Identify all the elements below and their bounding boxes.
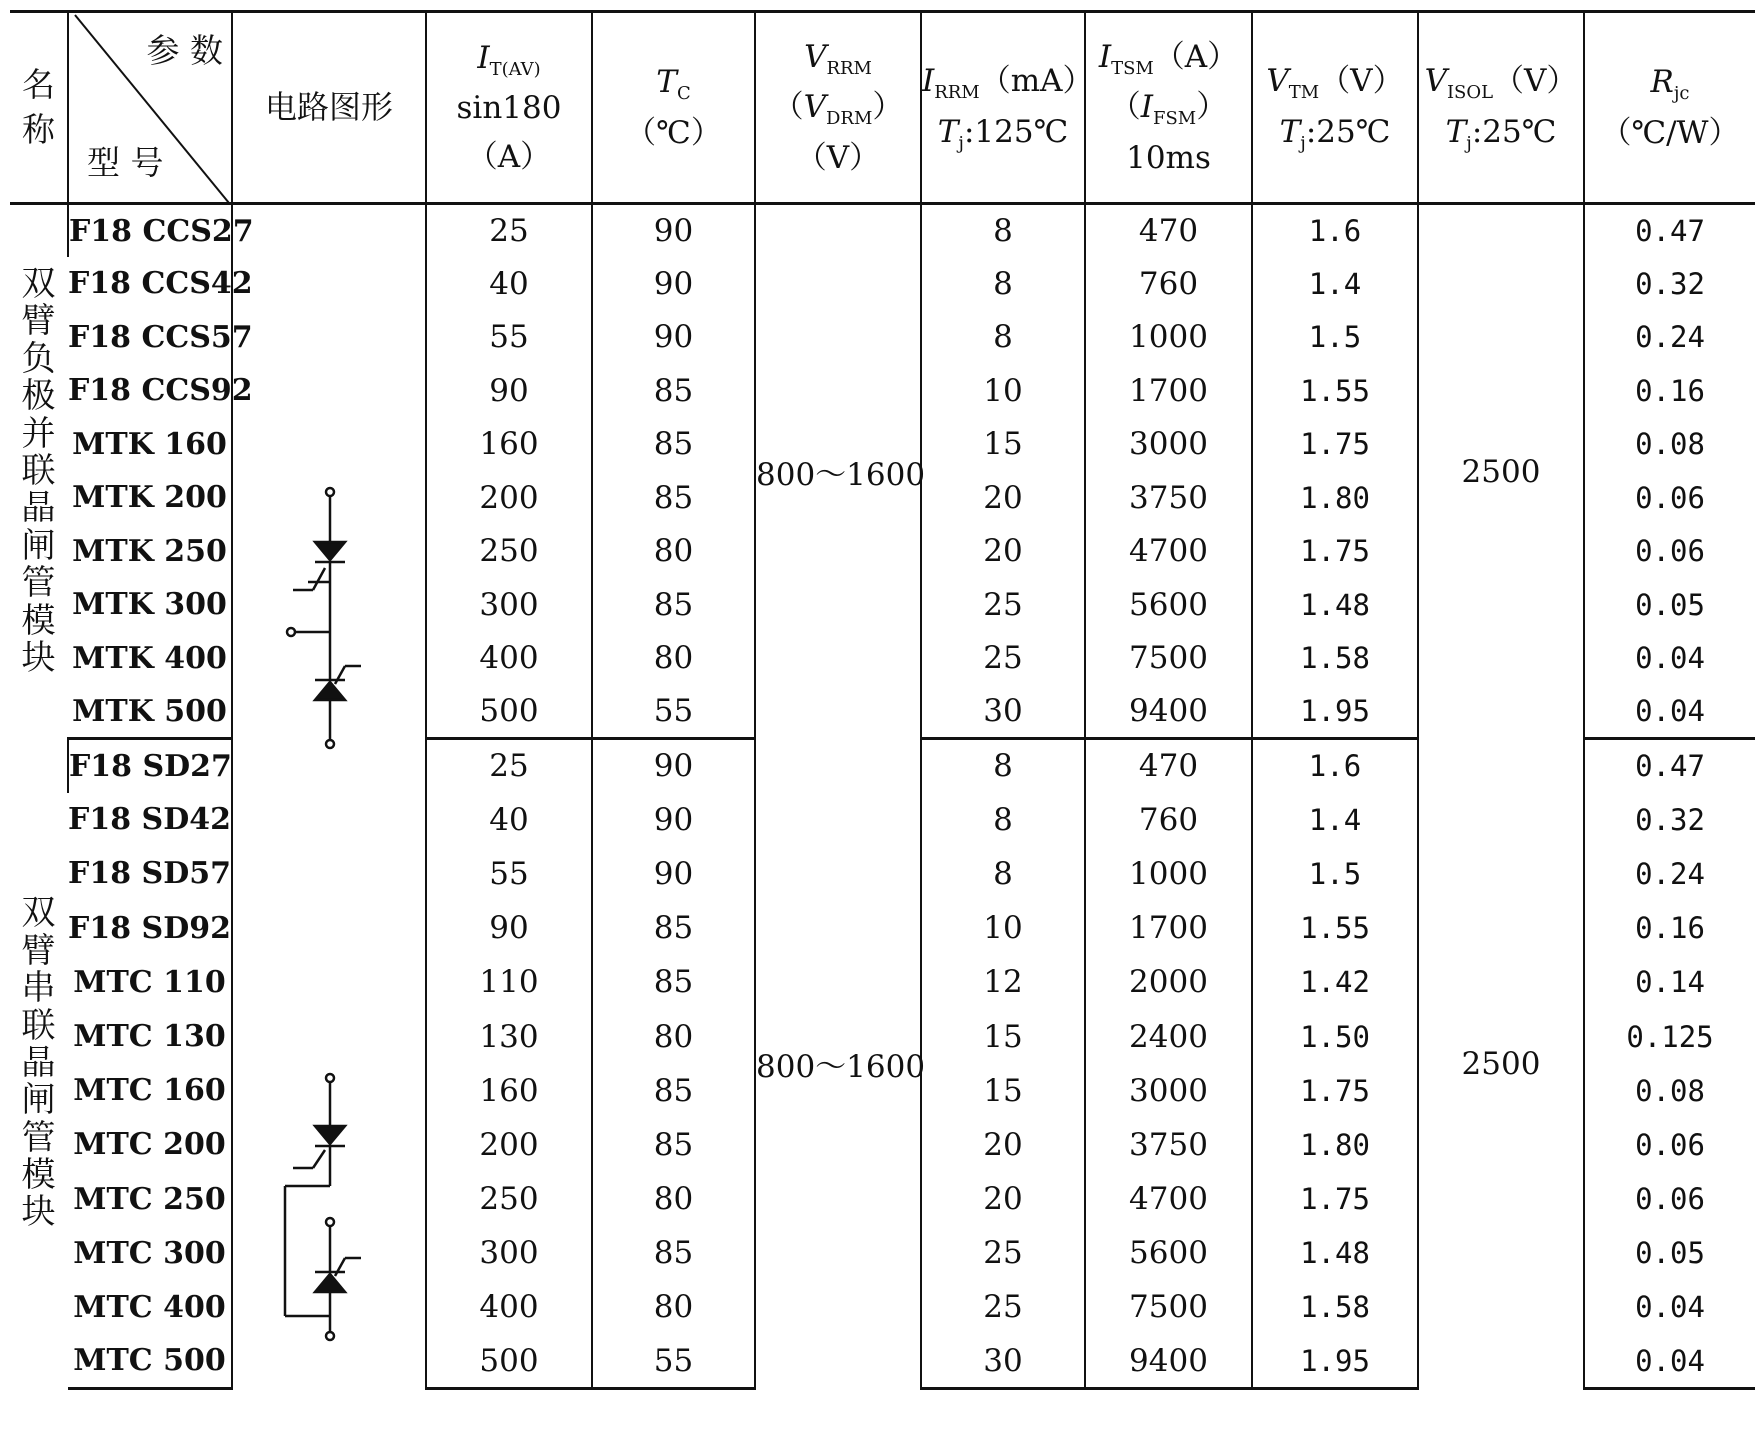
irrm-cell: 15 xyxy=(921,1009,1085,1063)
vtm-cell: 1.48 xyxy=(1252,578,1418,632)
group-parallel-thyristor xyxy=(10,204,1755,739)
rjc-cell: 0.04 xyxy=(1584,632,1755,686)
irrm-cell: 25 xyxy=(921,1280,1085,1334)
tc-cell: 55 xyxy=(592,685,755,739)
header-irrm: $I_{RRM}(mA)$ $T_j:125℃$ xyxy=(921,12,1085,204)
model-cell: F18 SD27 xyxy=(68,739,232,793)
model-cell: F18 CCS92 xyxy=(68,373,253,409)
vtm-cell: 1.55 xyxy=(1252,364,1418,418)
itsm-cell: 1000 xyxy=(1085,311,1252,365)
itsm-cell: 3000 xyxy=(1085,418,1252,472)
tc-cell: 90 xyxy=(592,793,755,847)
group-name: 双臂串联晶闸管模块 xyxy=(21,893,56,1233)
itsm-cell: 5600 xyxy=(1085,1226,1252,1280)
irrm-cell: 8 xyxy=(921,257,1085,311)
rjc-cell: 0.16 xyxy=(1584,901,1755,955)
tc-cell: 85 xyxy=(592,955,755,1009)
rjc-cell: 0.06 xyxy=(1584,1118,1755,1172)
vtm-cell: 1.42 xyxy=(1252,955,1418,1009)
itsm-cell: 1700 xyxy=(1085,901,1252,955)
table-header xyxy=(10,12,1755,204)
model-cell: F18 CCS42 xyxy=(68,266,253,302)
vtm-cell: 1.6 xyxy=(1252,204,1418,258)
irrm-cell: 8 xyxy=(921,847,1085,901)
vtm-cell: 1.58 xyxy=(1252,632,1418,686)
vtm-cell: 1.75 xyxy=(1252,418,1418,472)
irrm-cell: 8 xyxy=(921,311,1085,365)
model-cell: F18 SD92 xyxy=(68,910,231,946)
model-cell: MTK 200 xyxy=(72,480,227,516)
irrm-cell: 30 xyxy=(921,1335,1085,1389)
tc-cell: 90 xyxy=(592,204,755,258)
vtm-cell: 1.50 xyxy=(1252,1009,1418,1063)
rjc-cell: 0.04 xyxy=(1584,685,1755,739)
vtm-cell: 1.4 xyxy=(1252,257,1418,311)
header-visol: $V_{ISOL}(V)$ $T_j:25℃$ xyxy=(1418,12,1584,204)
model-cell: MTC 500 xyxy=(68,1335,232,1389)
table-row xyxy=(10,739,1755,793)
it-av-cell: 40 xyxy=(426,257,592,311)
thyristor-module-spec-table xyxy=(10,10,1755,1390)
rjc-cell: 0.04 xyxy=(1584,1280,1755,1334)
it-av-cell: 300 xyxy=(426,578,592,632)
model-cell: MTC 400 xyxy=(73,1289,226,1325)
itsm-cell: 4700 xyxy=(1085,1172,1252,1226)
vtm-cell: 1.80 xyxy=(1252,471,1418,525)
it-av-cell: 250 xyxy=(426,525,592,579)
header-vrrm: $V_{RRM}$ $(V_{DRM})$ （V） xyxy=(755,12,921,204)
vrrm-cell: 800～1600 xyxy=(755,739,921,1389)
circuit-diagram xyxy=(232,204,426,739)
model-cell: MTC 250 xyxy=(73,1181,226,1217)
vtm-cell: 1.5 xyxy=(1252,847,1418,901)
it-av-cell: 25 xyxy=(426,204,592,258)
it-av-cell: 55 xyxy=(426,847,592,901)
it-av-cell: 25 xyxy=(426,739,592,793)
rjc-cell: 0.47 xyxy=(1584,204,1755,258)
model-cell: MTC 300 xyxy=(73,1235,226,1271)
model-cell: F18 CCS27 xyxy=(68,204,232,258)
model-cell: MTC 200 xyxy=(73,1127,226,1163)
model-cell: MTC 160 xyxy=(73,1073,226,1109)
rjc-cell: 0.32 xyxy=(1584,257,1755,311)
model-cell: MTC 130 xyxy=(73,1019,226,1055)
rjc-cell: 0.47 xyxy=(1584,739,1755,793)
thyristor-series-circuit-icon xyxy=(233,1064,427,1364)
irrm-cell: 25 xyxy=(921,1226,1085,1280)
tc-cell: 90 xyxy=(592,739,755,793)
it-av-cell: 400 xyxy=(426,1280,592,1334)
model-cell: F18 SD42 xyxy=(68,802,231,838)
irrm-cell: 15 xyxy=(921,418,1085,472)
tc-cell: 85 xyxy=(592,471,755,525)
itsm-cell: 7500 xyxy=(1085,1280,1252,1334)
tc-cell: 80 xyxy=(592,1009,755,1063)
header-rjc: $R_{jc}$ （℃/W） xyxy=(1584,12,1755,204)
header-itsm: $I_{TSM}(A)$ $(I_{FSM})$ 10ms xyxy=(1085,12,1252,204)
visol-cell: 2500 xyxy=(1418,739,1584,1389)
irrm-cell: 30 xyxy=(921,685,1085,739)
header-param-label: 参 数 xyxy=(146,31,223,70)
vtm-cell: 1.75 xyxy=(1252,1172,1418,1226)
tc-cell: 55 xyxy=(592,1335,755,1389)
tc-cell: 90 xyxy=(592,847,755,901)
model-cell: F18 SD57 xyxy=(68,856,231,892)
rjc-cell: 0.06 xyxy=(1584,525,1755,579)
it-av-cell: 400 xyxy=(426,632,592,686)
irrm-cell: 25 xyxy=(921,632,1085,686)
header-name: 名称 xyxy=(10,12,68,204)
it-av-cell: 130 xyxy=(426,1009,592,1063)
tc-cell: 80 xyxy=(592,1280,755,1334)
tc-cell: 90 xyxy=(592,257,755,311)
itsm-cell: 760 xyxy=(1085,793,1252,847)
header-it-av: $I_{T(AV)}$ sin180 （A） xyxy=(426,12,592,204)
irrm-cell: 8 xyxy=(921,793,1085,847)
rjc-cell: 0.125 xyxy=(1584,1009,1755,1063)
itsm-cell: 7500 xyxy=(1085,632,1252,686)
it-av-cell: 250 xyxy=(426,1172,592,1226)
tc-cell: 90 xyxy=(592,311,755,365)
model-cell: MTC 110 xyxy=(73,964,226,1000)
itsm-cell: 3750 xyxy=(1085,471,1252,525)
irrm-cell: 15 xyxy=(921,1064,1085,1118)
header-model-label: 型 号 xyxy=(87,142,164,182)
rjc-cell: 0.32 xyxy=(1584,793,1755,847)
it-av-cell: 200 xyxy=(426,1118,592,1172)
vtm-cell: 1.80 xyxy=(1252,1118,1418,1172)
itsm-cell: 3000 xyxy=(1085,1064,1252,1118)
tc-cell: 80 xyxy=(592,525,755,579)
thyristor-parallel-circuit-icon xyxy=(233,472,427,772)
rjc-cell: 0.16 xyxy=(1584,364,1755,418)
header-circuit: 电路图形 xyxy=(232,12,426,204)
rjc-cell: 0.24 xyxy=(1584,311,1755,365)
model-cell: F18 CCS57 xyxy=(68,319,253,355)
irrm-cell: 8 xyxy=(921,739,1085,793)
model-cell: MTK 400 xyxy=(72,640,227,676)
tc-cell: 85 xyxy=(592,1118,755,1172)
vtm-cell: 1.55 xyxy=(1252,901,1418,955)
itsm-cell: 9400 xyxy=(1085,685,1252,739)
it-av-cell: 40 xyxy=(426,793,592,847)
rjc-cell: 0.08 xyxy=(1584,1064,1755,1118)
irrm-cell: 25 xyxy=(921,578,1085,632)
irrm-cell: 20 xyxy=(921,1172,1085,1226)
vrrm-cell: 800～1600 xyxy=(755,204,921,739)
itsm-cell: 4700 xyxy=(1085,525,1252,579)
itsm-cell: 470 xyxy=(1085,739,1252,793)
rjc-cell: 0.24 xyxy=(1584,847,1755,901)
rjc-cell: 0.05 xyxy=(1584,578,1755,632)
vtm-cell: 1.58 xyxy=(1252,1280,1418,1334)
tc-cell: 85 xyxy=(592,418,755,472)
rjc-cell: 0.04 xyxy=(1584,1335,1755,1389)
model-cell: MTK 160 xyxy=(72,426,227,462)
itsm-cell: 1700 xyxy=(1085,364,1252,418)
itsm-cell: 5600 xyxy=(1085,578,1252,632)
group-name: 双臂负极并联晶闸管模块 xyxy=(21,264,56,678)
it-av-cell: 500 xyxy=(426,1335,592,1389)
rjc-cell: 0.14 xyxy=(1584,955,1755,1009)
model-cell: MTK 300 xyxy=(72,587,227,623)
table-row xyxy=(10,204,1755,258)
model-cell: MTK 500 xyxy=(68,685,232,739)
it-av-cell: 90 xyxy=(426,364,592,418)
rjc-cell: 0.08 xyxy=(1584,418,1755,472)
irrm-cell: 10 xyxy=(921,364,1085,418)
vtm-cell: 1.5 xyxy=(1252,311,1418,365)
rjc-cell: 0.06 xyxy=(1584,1172,1755,1226)
rjc-cell: 0.05 xyxy=(1584,1226,1755,1280)
tc-cell: 85 xyxy=(592,1064,755,1118)
vtm-cell: 1.75 xyxy=(1252,1064,1418,1118)
tc-cell: 80 xyxy=(592,1172,755,1226)
it-av-cell: 200 xyxy=(426,471,592,525)
irrm-cell: 12 xyxy=(921,955,1085,1009)
visol-cell: 2500 xyxy=(1418,204,1584,739)
itsm-cell: 2000 xyxy=(1085,955,1252,1009)
it-av-cell: 55 xyxy=(426,311,592,365)
vtm-cell: 1.75 xyxy=(1252,525,1418,579)
itsm-cell: 3750 xyxy=(1085,1118,1252,1172)
tc-cell: 80 xyxy=(592,632,755,686)
itsm-cell: 2400 xyxy=(1085,1009,1252,1063)
irrm-cell: 20 xyxy=(921,471,1085,525)
rjc-cell: 0.06 xyxy=(1584,471,1755,525)
it-av-cell: 160 xyxy=(426,1064,592,1118)
vtm-cell: 1.48 xyxy=(1252,1226,1418,1280)
it-av-cell: 160 xyxy=(426,418,592,472)
vtm-cell: 1.6 xyxy=(1252,739,1418,793)
tc-cell: 85 xyxy=(592,364,755,418)
group-series-thyristor xyxy=(10,739,1755,1389)
irrm-cell: 20 xyxy=(921,525,1085,579)
tc-cell: 85 xyxy=(592,1226,755,1280)
it-av-cell: 90 xyxy=(426,901,592,955)
it-av-cell: 300 xyxy=(426,1226,592,1280)
tc-cell: 85 xyxy=(592,578,755,632)
vtm-cell: 1.95 xyxy=(1252,685,1418,739)
irrm-cell: 20 xyxy=(921,1118,1085,1172)
model-cell: MTK 250 xyxy=(72,533,227,569)
vtm-cell: 1.95 xyxy=(1252,1335,1418,1389)
header-tc: $T_C$ （℃） xyxy=(592,12,755,204)
irrm-cell: 8 xyxy=(921,204,1085,258)
header-param-model-diagonal xyxy=(68,12,232,204)
it-av-cell: 110 xyxy=(426,955,592,1009)
circuit-diagram xyxy=(232,739,426,1389)
itsm-cell: 1000 xyxy=(1085,847,1252,901)
itsm-cell: 760 xyxy=(1085,257,1252,311)
vtm-cell: 1.4 xyxy=(1252,793,1418,847)
itsm-cell: 9400 xyxy=(1085,1335,1252,1389)
irrm-cell: 10 xyxy=(921,901,1085,955)
itsm-cell: 470 xyxy=(1085,204,1252,258)
tc-cell: 85 xyxy=(592,901,755,955)
header-vtm: $V_{TM}(V)$ $T_j:25℃$ xyxy=(1252,12,1418,204)
it-av-cell: 500 xyxy=(426,685,592,739)
